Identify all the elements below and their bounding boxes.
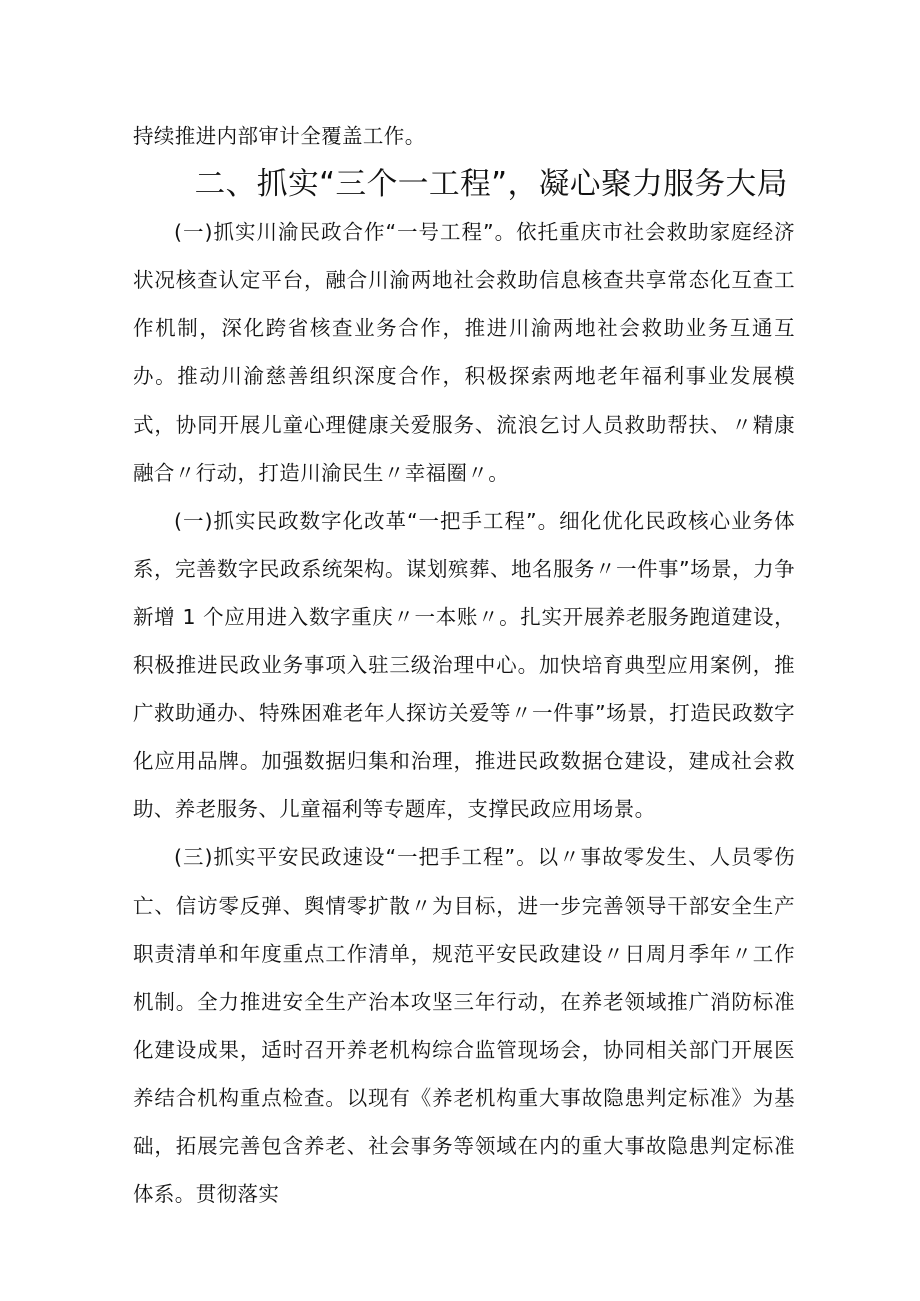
paragraph-sichuan-chongqing-cooperation: (一)抓实川渝民政合作“一号工程”。依托重庆市社会救助家庭经济状况核查认定平台，融合川渝两地社会救助信息核查共享常态化互查工作机制，深化跨省核查业务合作，推进川渝两地社会救助业务互通互办。推动川渝慈善组织深度合作，积极探索两地老年福利事业发展模式，协同开展儿童心理健康关爱服务、流浪乞讨人员救助帮扶、〃精康融合〃行动，打造川渝民生〃幸福圈〃。 — [133, 220, 795, 485]
document-body — [133, 112, 795, 1218]
paragraph-digital-reform: (一)抓实民政数字化改革“一把手工程”。细化优化民政核心业务体系，完善数字民政系统架构。谋划殡葬、地名服务〃一件事”场景，力争新增 1 个应用进入数字重庆〃一本账〃。扎实开展养老服务跑道建设，积极推进民政业务事项入驻三级治理中心。加快培育典型应用案例，推广救助通办、特殊困难老年人探访关爱等〃一件事”场景，打造民政数字化应用品牌。加强数据归集和治理，推进民政数据仓建设，建成社会救助、养老服务、儿童福利等专题库，支撑民政应用场景。 — [133, 508, 795, 822]
section-heading: 二、抓实“三个一工程”，凝心聚力服务大局 — [194, 166, 788, 203]
paragraph-safety-civil-affairs: (三)抓实平安民政速设“一把手工程”。以〃事故零发生、人员零伤亡、信访零反弹、舆情零扩散〃为目标，进一步完善领导干部安全生产职责清单和年度重点工作清单，规范平安民政建设〃日周月季年〃工作机制。全力推进安全生产治本攻坚三年行动，在养老领域推广消防标准化建设成果，适时召开养老机构综合监管现场会，协同相关部门开展医养结合机构重点检查。以现有《养老机构重大事故隐患判定标准》为基础，拓展完善包含养老、社会事务等领域在内的重大事故隐患判定标准体系。贯彻落实 — [133, 845, 795, 1207]
paragraph-continuation: 持续推进内部审计全覆盖工作。 — [133, 124, 426, 148]
